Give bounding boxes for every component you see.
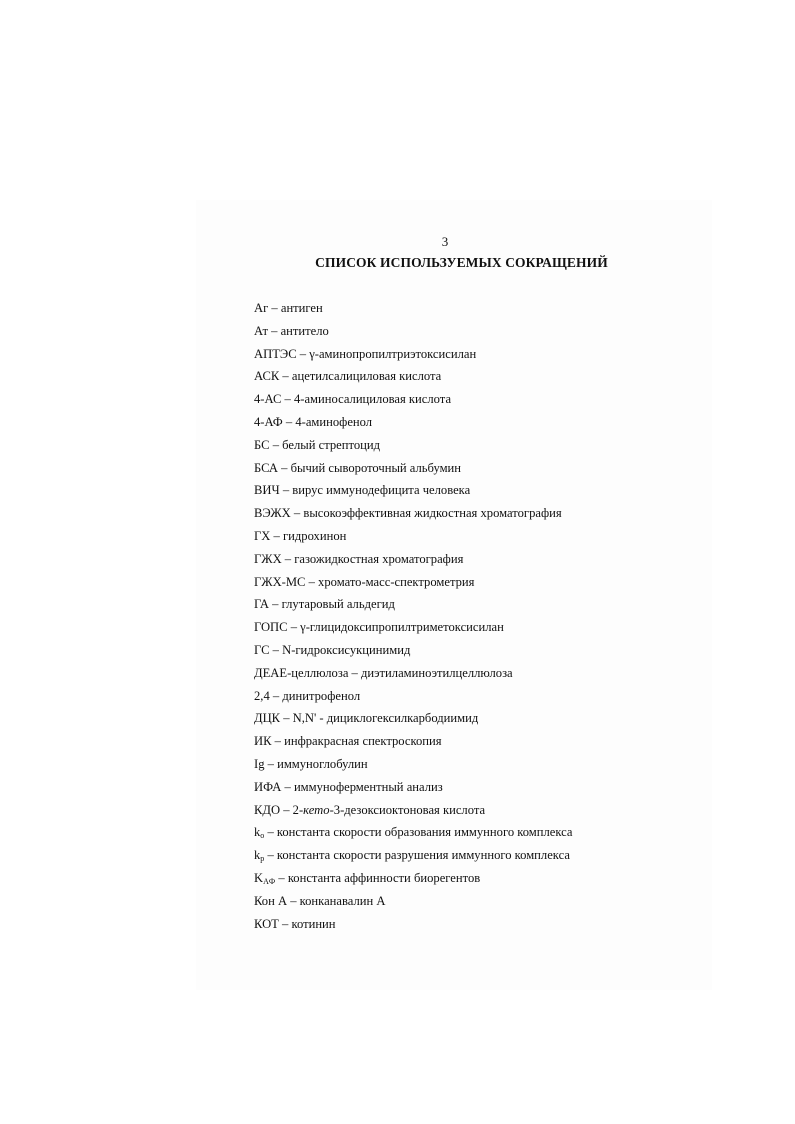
page-title: СПИСОК ИСПОЛЬЗУЕМЫХ СОКРАЩЕНИЙ — [315, 255, 608, 270]
abbreviation-subscript: AФ — [263, 876, 276, 886]
abbreviation-item: ДЦК – N,N' - дициклогексилкарбодиимид — [254, 711, 479, 726]
abbreviation-text: – константа аффинности биорегентов — [275, 870, 481, 885]
abbreviation-subscript: o — [260, 831, 265, 841]
abbreviation-item: АСК – ацетилсалициловая кислота — [254, 369, 442, 384]
abbreviation-text: k — [254, 825, 261, 840]
abbreviation-item: БС – белый стрептоцид — [254, 437, 380, 452]
abbreviation-item: 4-АС – 4-аминосалициловая кислота — [254, 392, 452, 407]
abbreviation-item: ВЭЖХ – высокоэффективная жидкостная хроматография — [254, 506, 562, 521]
abbreviation-item: 4-АФ – 4-аминофенол — [254, 414, 373, 429]
abbreviation-item: ДЕАЕ-целлюлоза – диэтиламиноэтилцеллюлоза — [254, 665, 513, 680]
abbreviation-item: ГХ – гидрохинон — [254, 528, 347, 543]
abbreviation-item: ВИЧ – вирус иммунодефицита человека — [254, 483, 471, 498]
abbreviation-item — [254, 869, 694, 892]
abbreviation-item: КОТ – котинин — [254, 916, 336, 931]
abbreviation-item: 2,4 – динитрофенол — [254, 688, 361, 703]
abbreviation-item: ГС – N-гидроксисукцинимид — [254, 642, 411, 657]
page-number: 3 — [441, 234, 449, 249]
abbreviation-item — [254, 801, 694, 824]
abbreviation-text: – константа скорости разрушения иммунного комплекса — [264, 848, 570, 863]
abbreviation-item: Ig – иммуноглобулин — [254, 756, 368, 771]
abbreviation-item: ГОПС – γ-глицидоксипропилтриметоксисилан — [254, 620, 504, 635]
abbreviation-subscript: p — [260, 854, 265, 864]
abbreviation-item: ГЖХ-МС – хромато-масс-спектрометрия — [254, 574, 475, 589]
abbreviation-item: Ат – антитело — [254, 323, 329, 338]
abbreviation-list — [254, 299, 694, 937]
abbreviation-item — [254, 823, 694, 846]
abbreviation-item: ИФА – иммуноферментный анализ — [254, 779, 443, 794]
abbreviation-text: k — [254, 848, 261, 863]
abbreviation-item: БСА – бычий сывороточный альбумин — [254, 460, 462, 475]
abbreviation-text: КДО – 2- — [254, 802, 304, 817]
abbreviation-item: Аг – антиген — [254, 301, 323, 315]
abbreviation-item: ГЖХ – газожидкостная хроматография — [254, 551, 464, 566]
abbreviation-italic: кето — [303, 802, 330, 817]
abbreviation-item: АПТЭС – γ-аминопропилтриэтоксисилан — [254, 346, 477, 361]
abbreviation-text: -3-дезоксиоктоновая кислота — [329, 802, 486, 817]
abbreviation-item: Кон А – конканавалин А — [254, 893, 386, 908]
abbreviation-text: – константа скорости образования иммунного комплекса — [264, 825, 573, 840]
abbreviation-item: ИК – инфракрасная спектроскопия — [254, 734, 442, 749]
abbreviation-text: K — [254, 870, 264, 885]
abbreviation-item — [254, 846, 694, 869]
abbreviation-item: ГА – глутаровый альдегид — [254, 597, 395, 612]
